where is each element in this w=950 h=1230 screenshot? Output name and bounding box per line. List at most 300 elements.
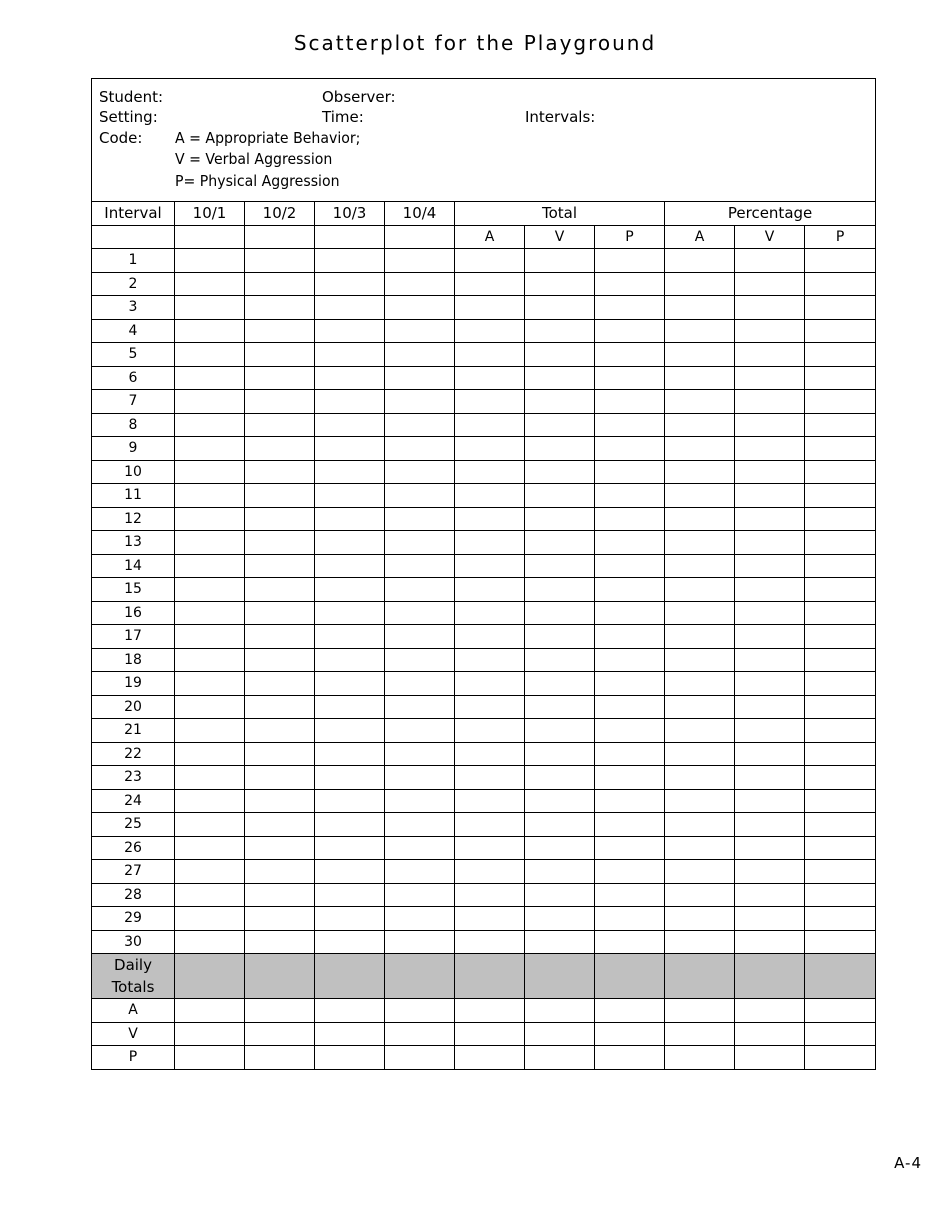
- entry-cell[interactable]: [735, 601, 805, 625]
- entry-cell[interactable]: [175, 272, 245, 296]
- entry-cell[interactable]: [735, 578, 805, 602]
- entry-cell[interactable]: [735, 366, 805, 390]
- entry-cell[interactable]: [175, 766, 245, 790]
- entry-cell[interactable]: [805, 672, 876, 696]
- entry-cell[interactable]: [665, 789, 735, 813]
- entry-cell[interactable]: [735, 437, 805, 461]
- entry-cell[interactable]: [525, 1046, 595, 1070]
- entry-cell[interactable]: [665, 1046, 735, 1070]
- entry-cell[interactable]: [455, 460, 525, 484]
- entry-cell[interactable]: [245, 554, 315, 578]
- entry-cell[interactable]: [175, 554, 245, 578]
- entry-cell[interactable]: [805, 954, 876, 999]
- entry-cell[interactable]: [525, 625, 595, 649]
- entry-cell[interactable]: [245, 930, 315, 954]
- entry-cell[interactable]: [315, 742, 385, 766]
- entry-cell[interactable]: [665, 625, 735, 649]
- entry-cell[interactable]: [805, 695, 876, 719]
- entry-cell[interactable]: [525, 954, 595, 999]
- entry-cell[interactable]: [175, 1046, 245, 1070]
- entry-cell[interactable]: [525, 272, 595, 296]
- entry-cell[interactable]: [735, 648, 805, 672]
- entry-cell[interactable]: [315, 366, 385, 390]
- entry-cell[interactable]: [805, 789, 876, 813]
- entry-cell[interactable]: [525, 789, 595, 813]
- entry-cell[interactable]: [175, 999, 245, 1023]
- entry-cell[interactable]: [735, 625, 805, 649]
- entry-cell[interactable]: [385, 460, 455, 484]
- entry-cell[interactable]: [385, 390, 455, 414]
- entry-cell[interactable]: [805, 578, 876, 602]
- entry-cell[interactable]: [665, 484, 735, 508]
- entry-cell[interactable]: [735, 390, 805, 414]
- entry-cell[interactable]: [385, 413, 455, 437]
- entry-cell[interactable]: [735, 672, 805, 696]
- entry-cell[interactable]: [385, 249, 455, 273]
- entry-cell[interactable]: [735, 930, 805, 954]
- entry-cell[interactable]: [245, 578, 315, 602]
- entry-cell[interactable]: [805, 836, 876, 860]
- entry-cell[interactable]: [595, 484, 665, 508]
- entry-cell[interactable]: [385, 319, 455, 343]
- entry-cell[interactable]: [455, 907, 525, 931]
- entry-cell[interactable]: [805, 625, 876, 649]
- entry-cell[interactable]: [245, 484, 315, 508]
- entry-cell[interactable]: [455, 366, 525, 390]
- entry-cell[interactable]: [665, 695, 735, 719]
- entry-cell[interactable]: [175, 695, 245, 719]
- entry-cell[interactable]: [525, 999, 595, 1023]
- entry-cell[interactable]: [245, 766, 315, 790]
- entry-cell[interactable]: [595, 789, 665, 813]
- entry-cell[interactable]: [455, 954, 525, 999]
- entry-cell[interactable]: [805, 601, 876, 625]
- entry-cell[interactable]: [385, 742, 455, 766]
- entry-cell[interactable]: [385, 1022, 455, 1046]
- entry-cell[interactable]: [595, 625, 665, 649]
- entry-cell[interactable]: [525, 742, 595, 766]
- entry-cell[interactable]: [805, 907, 876, 931]
- entry-cell[interactable]: [315, 249, 385, 273]
- entry-cell[interactable]: [665, 249, 735, 273]
- entry-cell[interactable]: [455, 390, 525, 414]
- entry-cell[interactable]: [595, 860, 665, 884]
- entry-cell[interactable]: [245, 813, 315, 837]
- entry-cell[interactable]: [735, 954, 805, 999]
- entry-cell[interactable]: [665, 531, 735, 555]
- entry-cell[interactable]: [805, 390, 876, 414]
- entry-cell[interactable]: [805, 296, 876, 320]
- entry-cell[interactable]: [315, 930, 385, 954]
- entry-cell[interactable]: [385, 601, 455, 625]
- entry-cell[interactable]: [805, 507, 876, 531]
- entry-cell[interactable]: [455, 343, 525, 367]
- entry-cell[interactable]: [315, 413, 385, 437]
- entry-cell[interactable]: [455, 249, 525, 273]
- entry-cell[interactable]: [595, 319, 665, 343]
- entry-cell[interactable]: [175, 507, 245, 531]
- entry-cell[interactable]: [385, 766, 455, 790]
- entry-cell[interactable]: [245, 1046, 315, 1070]
- entry-cell[interactable]: [245, 1022, 315, 1046]
- entry-cell[interactable]: [455, 695, 525, 719]
- entry-cell[interactable]: [525, 648, 595, 672]
- entry-cell[interactable]: [175, 601, 245, 625]
- entry-cell[interactable]: [455, 930, 525, 954]
- entry-cell[interactable]: [175, 907, 245, 931]
- entry-cell[interactable]: [245, 836, 315, 860]
- entry-cell[interactable]: [665, 296, 735, 320]
- entry-cell[interactable]: [315, 907, 385, 931]
- entry-cell[interactable]: [595, 719, 665, 743]
- entry-cell[interactable]: [735, 695, 805, 719]
- entry-cell[interactable]: [595, 836, 665, 860]
- entry-cell[interactable]: [525, 578, 595, 602]
- entry-cell[interactable]: [805, 366, 876, 390]
- entry-cell[interactable]: [455, 601, 525, 625]
- entry-cell[interactable]: [805, 766, 876, 790]
- entry-cell[interactable]: [455, 507, 525, 531]
- entry-cell[interactable]: [385, 296, 455, 320]
- entry-cell[interactable]: [735, 719, 805, 743]
- entry-cell[interactable]: [315, 484, 385, 508]
- entry-cell[interactable]: [665, 719, 735, 743]
- entry-cell[interactable]: [315, 272, 385, 296]
- entry-cell[interactable]: [245, 343, 315, 367]
- entry-cell[interactable]: [455, 999, 525, 1023]
- entry-cell[interactable]: [245, 742, 315, 766]
- entry-cell[interactable]: [245, 272, 315, 296]
- entry-cell[interactable]: [805, 437, 876, 461]
- entry-cell[interactable]: [665, 578, 735, 602]
- entry-cell[interactable]: [595, 930, 665, 954]
- entry-cell[interactable]: [455, 789, 525, 813]
- entry-cell[interactable]: [175, 719, 245, 743]
- entry-cell[interactable]: [595, 907, 665, 931]
- entry-cell[interactable]: [455, 742, 525, 766]
- entry-cell[interactable]: [525, 766, 595, 790]
- entry-cell[interactable]: [315, 648, 385, 672]
- entry-cell[interactable]: [245, 625, 315, 649]
- entry-cell[interactable]: [595, 672, 665, 696]
- entry-cell[interactable]: [595, 883, 665, 907]
- entry-cell[interactable]: [175, 789, 245, 813]
- entry-cell[interactable]: [385, 672, 455, 696]
- entry-cell[interactable]: [455, 531, 525, 555]
- entry-cell[interactable]: [735, 249, 805, 273]
- entry-cell[interactable]: [385, 836, 455, 860]
- entry-cell[interactable]: [525, 719, 595, 743]
- entry-cell[interactable]: [455, 554, 525, 578]
- entry-cell[interactable]: [385, 930, 455, 954]
- entry-cell[interactable]: [665, 343, 735, 367]
- entry-cell[interactable]: [665, 601, 735, 625]
- entry-cell[interactable]: [665, 413, 735, 437]
- entry-cell[interactable]: [175, 460, 245, 484]
- entry-cell[interactable]: [595, 695, 665, 719]
- entry-cell[interactable]: [245, 672, 315, 696]
- entry-cell[interactable]: [525, 343, 595, 367]
- entry-cell[interactable]: [805, 648, 876, 672]
- entry-cell[interactable]: [805, 930, 876, 954]
- entry-cell[interactable]: [595, 390, 665, 414]
- entry-cell[interactable]: [175, 648, 245, 672]
- entry-cell[interactable]: [245, 601, 315, 625]
- entry-cell[interactable]: [595, 1022, 665, 1046]
- entry-cell[interactable]: [455, 437, 525, 461]
- entry-cell[interactable]: [455, 860, 525, 884]
- entry-cell[interactable]: [315, 319, 385, 343]
- entry-cell[interactable]: [315, 578, 385, 602]
- entry-cell[interactable]: [175, 578, 245, 602]
- entry-cell[interactable]: [735, 507, 805, 531]
- entry-cell[interactable]: [805, 249, 876, 273]
- entry-cell[interactable]: [385, 366, 455, 390]
- entry-cell[interactable]: [385, 272, 455, 296]
- entry-cell[interactable]: [595, 813, 665, 837]
- entry-cell[interactable]: [245, 366, 315, 390]
- entry-cell[interactable]: [805, 742, 876, 766]
- entry-cell[interactable]: [665, 907, 735, 931]
- entry-cell[interactable]: [805, 413, 876, 437]
- entry-cell[interactable]: [385, 860, 455, 884]
- entry-cell[interactable]: [175, 672, 245, 696]
- entry-cell[interactable]: [315, 999, 385, 1023]
- entry-cell[interactable]: [385, 343, 455, 367]
- entry-cell[interactable]: [525, 907, 595, 931]
- entry-cell[interactable]: [245, 319, 315, 343]
- entry-cell[interactable]: [805, 554, 876, 578]
- entry-cell[interactable]: [735, 272, 805, 296]
- entry-cell[interactable]: [385, 554, 455, 578]
- entry-cell[interactable]: [805, 272, 876, 296]
- entry-cell[interactable]: [525, 507, 595, 531]
- entry-cell[interactable]: [595, 249, 665, 273]
- entry-cell[interactable]: [735, 554, 805, 578]
- entry-cell[interactable]: [245, 507, 315, 531]
- entry-cell[interactable]: [455, 672, 525, 696]
- entry-cell[interactable]: [315, 437, 385, 461]
- entry-cell[interactable]: [805, 999, 876, 1023]
- entry-cell[interactable]: [595, 507, 665, 531]
- entry-cell[interactable]: [385, 954, 455, 999]
- entry-cell[interactable]: [735, 1046, 805, 1070]
- entry-cell[interactable]: [665, 319, 735, 343]
- entry-cell[interactable]: [385, 999, 455, 1023]
- entry-cell[interactable]: [175, 437, 245, 461]
- entry-cell[interactable]: [525, 437, 595, 461]
- entry-cell[interactable]: [455, 1046, 525, 1070]
- entry-cell[interactable]: [315, 813, 385, 837]
- entry-cell[interactable]: [665, 507, 735, 531]
- entry-cell[interactable]: [665, 766, 735, 790]
- entry-cell[interactable]: [595, 554, 665, 578]
- entry-cell[interactable]: [595, 954, 665, 999]
- entry-cell[interactable]: [315, 766, 385, 790]
- entry-cell[interactable]: [735, 836, 805, 860]
- entry-cell[interactable]: [525, 883, 595, 907]
- entry-cell[interactable]: [315, 343, 385, 367]
- entry-cell[interactable]: [245, 860, 315, 884]
- entry-cell[interactable]: [735, 883, 805, 907]
- entry-cell[interactable]: [455, 319, 525, 343]
- entry-cell[interactable]: [315, 695, 385, 719]
- entry-cell[interactable]: [175, 390, 245, 414]
- entry-cell[interactable]: [525, 413, 595, 437]
- entry-cell[interactable]: [595, 296, 665, 320]
- entry-cell[interactable]: [595, 413, 665, 437]
- entry-cell[interactable]: [665, 648, 735, 672]
- entry-cell[interactable]: [175, 954, 245, 999]
- entry-cell[interactable]: [665, 930, 735, 954]
- entry-cell[interactable]: [385, 883, 455, 907]
- entry-cell[interactable]: [245, 460, 315, 484]
- entry-cell[interactable]: [245, 413, 315, 437]
- entry-cell[interactable]: [665, 460, 735, 484]
- entry-cell[interactable]: [455, 883, 525, 907]
- entry-cell[interactable]: [665, 813, 735, 837]
- entry-cell[interactable]: [595, 648, 665, 672]
- entry-cell[interactable]: [595, 343, 665, 367]
- entry-cell[interactable]: [385, 789, 455, 813]
- entry-cell[interactable]: [315, 954, 385, 999]
- entry-cell[interactable]: [175, 484, 245, 508]
- entry-cell[interactable]: [245, 883, 315, 907]
- entry-cell[interactable]: [805, 319, 876, 343]
- entry-cell[interactable]: [525, 601, 595, 625]
- entry-cell[interactable]: [525, 484, 595, 508]
- entry-cell[interactable]: [805, 531, 876, 555]
- entry-cell[interactable]: [245, 249, 315, 273]
- entry-cell[interactable]: [525, 695, 595, 719]
- entry-cell[interactable]: [595, 460, 665, 484]
- entry-cell[interactable]: [175, 366, 245, 390]
- entry-cell[interactable]: [315, 625, 385, 649]
- entry-cell[interactable]: [805, 860, 876, 884]
- entry-cell[interactable]: [455, 484, 525, 508]
- entry-cell[interactable]: [245, 789, 315, 813]
- entry-cell[interactable]: [735, 789, 805, 813]
- entry-cell[interactable]: [175, 813, 245, 837]
- entry-cell[interactable]: [245, 999, 315, 1023]
- entry-cell[interactable]: [175, 413, 245, 437]
- entry-cell[interactable]: [175, 319, 245, 343]
- entry-cell[interactable]: [735, 907, 805, 931]
- entry-cell[interactable]: [455, 578, 525, 602]
- entry-cell[interactable]: [385, 719, 455, 743]
- entry-cell[interactable]: [595, 766, 665, 790]
- entry-cell[interactable]: [525, 366, 595, 390]
- entry-cell[interactable]: [735, 813, 805, 837]
- entry-cell[interactable]: [175, 836, 245, 860]
- entry-cell[interactable]: [665, 999, 735, 1023]
- entry-cell[interactable]: [525, 390, 595, 414]
- entry-cell[interactable]: [315, 554, 385, 578]
- entry-cell[interactable]: [595, 742, 665, 766]
- entry-cell[interactable]: [595, 366, 665, 390]
- entry-cell[interactable]: [455, 413, 525, 437]
- entry-cell[interactable]: [805, 343, 876, 367]
- entry-cell[interactable]: [315, 883, 385, 907]
- entry-cell[interactable]: [175, 343, 245, 367]
- entry-cell[interactable]: [245, 648, 315, 672]
- entry-cell[interactable]: [245, 719, 315, 743]
- entry-cell[interactable]: [735, 531, 805, 555]
- entry-cell[interactable]: [525, 460, 595, 484]
- entry-cell[interactable]: [525, 1022, 595, 1046]
- entry-cell[interactable]: [525, 249, 595, 273]
- entry-cell[interactable]: [245, 437, 315, 461]
- entry-cell[interactable]: [805, 1046, 876, 1070]
- entry-cell[interactable]: [315, 1022, 385, 1046]
- entry-cell[interactable]: [315, 836, 385, 860]
- entry-cell[interactable]: [595, 601, 665, 625]
- entry-cell[interactable]: [315, 789, 385, 813]
- entry-cell[interactable]: [385, 578, 455, 602]
- entry-cell[interactable]: [525, 319, 595, 343]
- entry-cell[interactable]: [385, 625, 455, 649]
- entry-cell[interactable]: [525, 554, 595, 578]
- entry-cell[interactable]: [455, 813, 525, 837]
- entry-cell[interactable]: [455, 272, 525, 296]
- entry-cell[interactable]: [315, 296, 385, 320]
- entry-cell[interactable]: [735, 319, 805, 343]
- entry-cell[interactable]: [735, 766, 805, 790]
- entry-cell[interactable]: [805, 1022, 876, 1046]
- entry-cell[interactable]: [175, 531, 245, 555]
- entry-cell[interactable]: [315, 1046, 385, 1070]
- entry-cell[interactable]: [315, 601, 385, 625]
- entry-cell[interactable]: [735, 860, 805, 884]
- entry-cell[interactable]: [525, 860, 595, 884]
- entry-cell[interactable]: [665, 390, 735, 414]
- entry-cell[interactable]: [315, 672, 385, 696]
- entry-cell[interactable]: [315, 507, 385, 531]
- entry-cell[interactable]: [245, 695, 315, 719]
- entry-cell[interactable]: [525, 672, 595, 696]
- entry-cell[interactable]: [245, 907, 315, 931]
- entry-cell[interactable]: [735, 343, 805, 367]
- entry-cell[interactable]: [245, 390, 315, 414]
- entry-cell[interactable]: [595, 272, 665, 296]
- entry-cell[interactable]: [385, 907, 455, 931]
- entry-cell[interactable]: [735, 413, 805, 437]
- entry-cell[interactable]: [665, 860, 735, 884]
- entry-cell[interactable]: [455, 648, 525, 672]
- entry-cell[interactable]: [385, 695, 455, 719]
- entry-cell[interactable]: [315, 531, 385, 555]
- entry-cell[interactable]: [175, 249, 245, 273]
- entry-cell[interactable]: [805, 883, 876, 907]
- entry-cell[interactable]: [175, 860, 245, 884]
- entry-cell[interactable]: [665, 742, 735, 766]
- entry-cell[interactable]: [175, 625, 245, 649]
- entry-cell[interactable]: [525, 813, 595, 837]
- entry-cell[interactable]: [595, 1046, 665, 1070]
- entry-cell[interactable]: [805, 813, 876, 837]
- entry-cell[interactable]: [525, 531, 595, 555]
- entry-cell[interactable]: [665, 554, 735, 578]
- entry-cell[interactable]: [805, 719, 876, 743]
- entry-cell[interactable]: [735, 742, 805, 766]
- entry-cell[interactable]: [455, 296, 525, 320]
- entry-cell[interactable]: [385, 1046, 455, 1070]
- entry-cell[interactable]: [735, 484, 805, 508]
- entry-cell[interactable]: [665, 954, 735, 999]
- entry-cell[interactable]: [525, 930, 595, 954]
- entry-cell[interactable]: [805, 484, 876, 508]
- entry-cell[interactable]: [385, 437, 455, 461]
